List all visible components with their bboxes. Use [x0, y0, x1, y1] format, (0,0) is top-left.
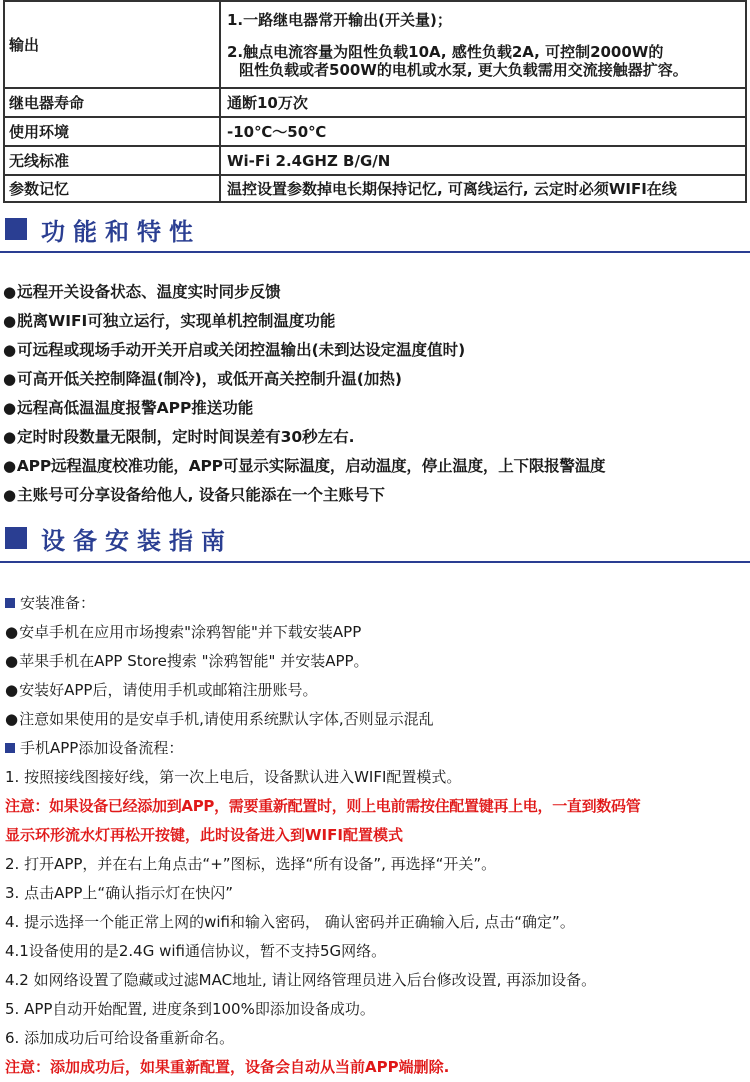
feature-item: ●可高开低关控制降温(制冷)，或低开高关控制升温(加热)	[3, 370, 402, 388]
feature-item: ●脱离WIFI可独立运行，实现单机控制温度功能	[3, 312, 336, 330]
spec-row	[4, 88, 746, 117]
small-square-icon	[5, 743, 15, 753]
spec-value: 温控设置参数掉电长期保持记忆, 可离线运行, 云定时必须WIFI在线	[220, 175, 746, 202]
section-title: 设备安装指南	[41, 526, 233, 555]
step: 3. 点击APP上“确认指示灯在快闪”	[5, 884, 233, 902]
output-line-2: 2.触点电流容量为阻性负载10A, 感性负载2A, 可控制2000W的	[227, 42, 664, 61]
feature-item: ●远程开关设备状态、温度实时同步反馈	[3, 283, 281, 301]
bullet-icon: ●	[3, 341, 17, 359]
warning-note: 注意：添加成功后，如果重新配置，设备会自动从当前APP端删除.	[5, 1058, 450, 1076]
output-line-1: 1.一路继电器常开输出(开关量)；	[227, 10, 452, 29]
section-divider	[0, 561, 750, 563]
bullet-icon: ●	[5, 681, 19, 699]
spec-row-output	[4, 1, 746, 88]
bullet-icon: ●	[3, 370, 17, 388]
prep-heading: 安装准备：	[5, 589, 745, 618]
small-square-icon	[5, 598, 15, 608]
bullet-icon: ●	[5, 710, 19, 728]
bullet-icon: ●	[3, 283, 17, 301]
bullet-icon: ●	[3, 486, 17, 504]
spec-label: 输出	[4, 1, 220, 88]
feature-item: ●可远程或现场手动开关开启或关闭控温输出(未到达设定温度值时)	[3, 341, 466, 359]
spec-row	[4, 146, 746, 175]
feature-item: ●远程高低温温度报警APP推送功能	[3, 399, 254, 417]
spec-label: 使用环境	[4, 117, 220, 146]
step: 4.1设备使用的是2.4G wifi通信协议，暂不支持5G网络。	[5, 942, 387, 960]
section-square-icon	[5, 218, 27, 240]
step: 5. APP自动开始配置, 进度条到100%即添加设备成功。	[5, 1000, 375, 1018]
spec-label: 参数记忆	[4, 175, 220, 202]
spec-label: 无线标准	[4, 146, 220, 175]
step: 6. 添加成功后可给设备重新命名。	[5, 1029, 235, 1047]
bullet-icon: ●	[3, 428, 17, 446]
spec-value	[220, 1, 746, 88]
spec-table	[3, 0, 747, 203]
step: 4. 提示选择一个能正常上网的wifi和输入密码， 确认密码并正确输入后, 点击“确定”。	[5, 913, 575, 931]
flow-heading: 手机APP添加设备流程：	[5, 734, 745, 763]
spec-value: -10℃～50℃	[220, 117, 746, 146]
section-divider	[0, 251, 750, 253]
guide-header	[5, 523, 233, 553]
bullet-icon: ●	[3, 399, 17, 417]
prep-item: ●安装好APP后，请使用手机或邮箱注册账号。	[5, 681, 318, 699]
feature-item: ●定时时段数量无限制，定时时间误差有30秒左右.	[3, 428, 355, 446]
bullet-icon: ●	[5, 623, 19, 641]
warning-note: 显示环形流水灯再松开按键，此时设备进入到WIFI配置模式	[5, 826, 403, 844]
prep-item: ●安卓手机在应用市场搜索"涂鸦智能"并下载安装APP	[5, 623, 362, 641]
output-line-3: 阻性负载或者500W的电机或水泵, 更大负载需用交流接触器扩容。	[239, 60, 688, 79]
features-list	[3, 278, 743, 510]
feature-item: ●主账号可分享设备给他人, 设备只能添在一个主账号下	[3, 486, 385, 504]
step: 1. 按照接线图接好线，第一次上电后，设备默认进入WIFI配置模式。	[5, 768, 462, 786]
spec-row	[4, 117, 746, 146]
spec-label: 继电器寿命	[4, 88, 220, 117]
prep-item: ●注意如果使用的是安卓手机,请使用系统默认字体,否则显示混乱	[5, 710, 434, 728]
install-guide	[5, 589, 745, 1082]
step: 4.2 如网络设置了隐藏或过滤MAC地址, 请让网络管理员进入后台修改设置, 再添加设备。	[5, 971, 597, 989]
bullet-icon: ●	[3, 312, 17, 330]
spec-value: 通断10万次	[220, 88, 746, 117]
features-header	[5, 214, 201, 244]
bullet-icon: ●	[3, 457, 16, 475]
spec-row	[4, 175, 746, 202]
section-title: 功能和特性	[41, 217, 201, 246]
bullet-icon: ●	[5, 652, 19, 670]
spec-value: Wi-Fi 2.4GHZ B/G/N	[220, 146, 746, 175]
step: 2. 打开APP，并在右上角点击“+”图标，选择“所有设备”, 再选择“开关”。	[5, 855, 497, 873]
prep-item: ●苹果手机在APP Store搜索 "涂鸦智能" 并安装APP。	[5, 652, 369, 670]
warning-note: 注意：如果设备已经添加到APP，需要重新配置时，则上电前需按住配置键再上电，一直到数码管	[5, 797, 641, 815]
section-square-icon	[5, 527, 27, 549]
feature-item: ●APP远程温度校准功能，APP可显示实际温度，启动温度，停止温度，上下限报警温度	[3, 457, 606, 475]
